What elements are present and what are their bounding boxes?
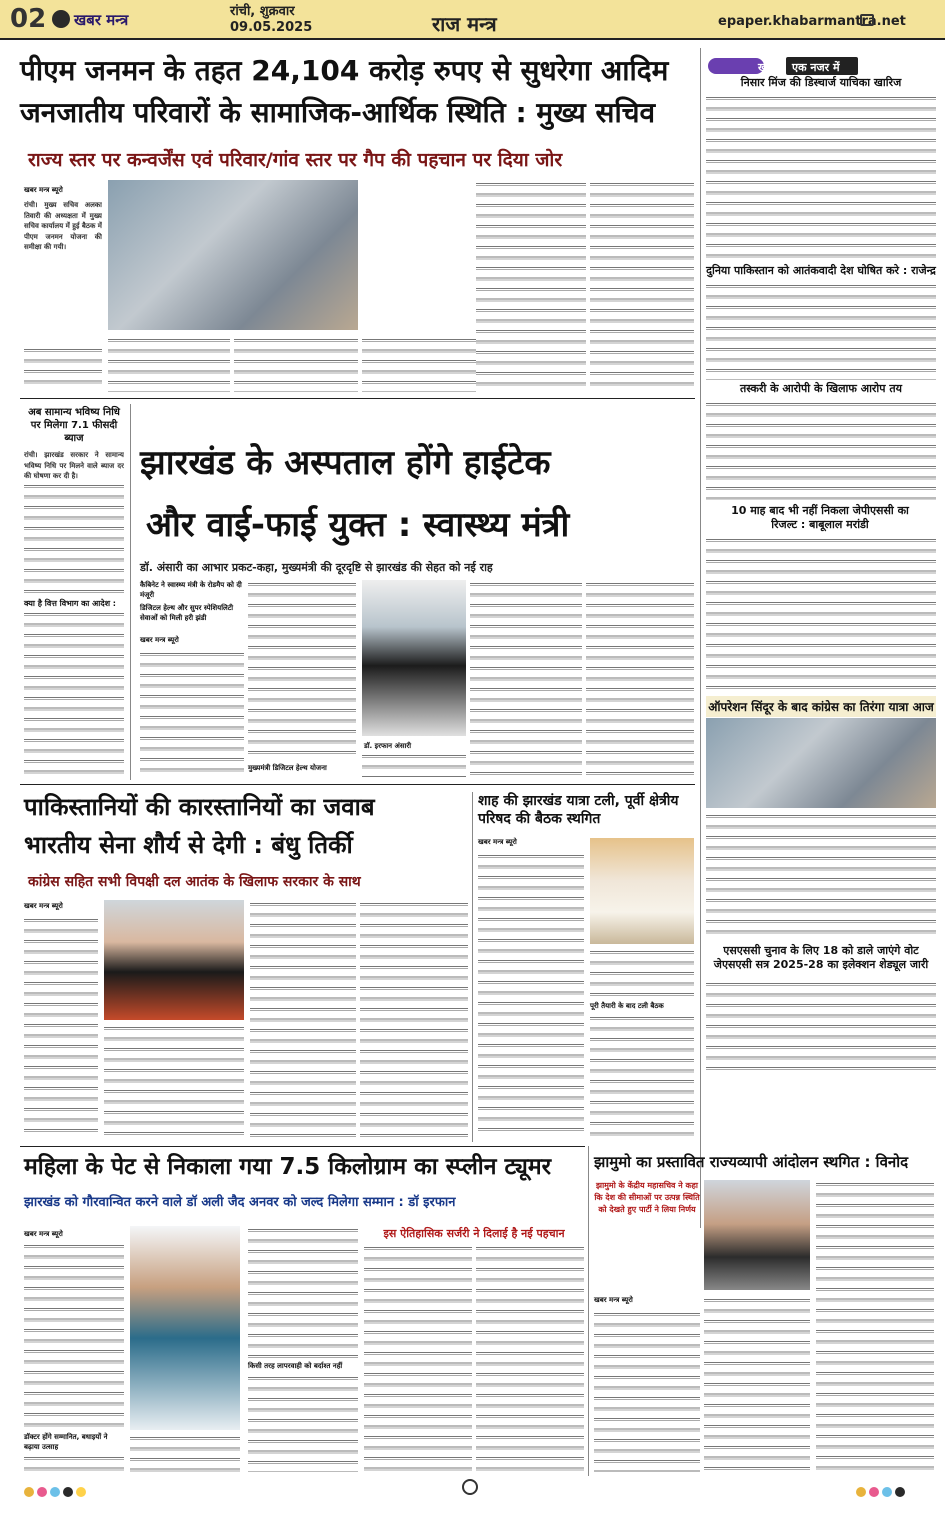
story3-col1 — [24, 916, 98, 1138]
story2-col2 — [248, 580, 356, 760]
website-link[interactable]: epaper.khabarmantra.net — [718, 14, 906, 29]
place-label: रांची, शुक्रवार — [230, 4, 295, 19]
shah-portrait — [590, 838, 694, 944]
story5-col4 — [364, 1244, 472, 1472]
sidebar-inner-label: क्या है वित्त विभाग का आदेश : — [24, 599, 116, 608]
story5-inner-label2: किसी तरह लापरवाही को बर्दाश्त नहीं — [248, 1362, 343, 1370]
brief-body-5 — [706, 812, 936, 940]
tag-pill — [708, 58, 764, 74]
footer-color-dots-right — [856, 1482, 908, 1501]
dateline — [230, 4, 312, 36]
rule-1 — [20, 398, 695, 399]
sidebar-title: अब सामान्य भविष्य निधि पर मिलेगा 7.1 फीसदी ब्याज — [28, 407, 120, 444]
story6-headline: झामुमो का प्रस्तावित राज्यव्यापी आंदोलन स्थगित : विनोद — [594, 1153, 909, 1171]
section-title: राज मन्त्र — [432, 12, 497, 36]
story5-col1b — [24, 1454, 124, 1472]
sidebar-body-1 — [24, 482, 124, 596]
story3-headline-line1: पाकिस्तानियों की कारस्तानियों का जवाब — [24, 793, 375, 821]
portrait-caption-name: डॉ. इरफान अंसारी — [364, 742, 412, 750]
brief-body-1 — [706, 94, 936, 260]
story6-col1 — [594, 1310, 700, 1472]
story5-inner-label1: डॉक्टर होंगे सम्मानित, बधाइयों ने बढ़ाया उत्साह — [24, 1433, 108, 1451]
story6-highlight: झामुमो के केंद्रीय महासचिव ने कहा कि देश की सीमाओं पर उत्पन्न स्थिति को देखते हुए पार्टी ने लिया निर्णय — [594, 1181, 700, 1214]
story1-col3 — [234, 336, 358, 392]
politician-portrait — [104, 900, 244, 1020]
brief-title-1: निसार मिंज की डिस्चार्ज याचिका खारिज — [740, 76, 902, 89]
brief-body-2 — [706, 282, 936, 380]
story2-box-label: मुख्यमंत्री डिजिटल हेल्थ योजना — [248, 764, 327, 772]
brief-body-4 — [706, 536, 936, 692]
dot-icon — [76, 1487, 86, 1497]
sidebar-divider — [130, 404, 131, 780]
registration-mark-icon — [462, 1479, 478, 1495]
dot-icon — [50, 1487, 60, 1497]
brand-name: खबर मन्त्र — [74, 11, 129, 29]
story4-headline: शाह की झारखंड यात्रा टली, पूर्वी क्षेत्रीय परिषद की बैठक स्थगित — [478, 793, 679, 827]
story5-col5 — [476, 1244, 584, 1472]
label-text: एक नजर में — [792, 61, 840, 74]
story5-inner-head: इस ऐतिहासिक सर्जरी ने दिलाई है नई पहचान — [383, 1227, 565, 1240]
meeting-photo — [108, 180, 358, 330]
story1-lead: रांची। मुख्य सचिव अलका तिवारी की अध्यक्षता में मुख्य सचिव कार्यालय में हुई बैठक में पीएम जनमन योजना की समीक्षा की गयी। — [24, 201, 102, 251]
story2-headline-line2: और वाई-फाई युक्त : स्वास्थ्य मंत्री — [146, 505, 570, 545]
brief-body-6 — [706, 980, 936, 1076]
story2-byline: खबर मन्त्र ब्यूरो — [140, 636, 179, 644]
page-number: 02 — [10, 4, 47, 34]
brief-title-4: 10 माह बाद भी नहीं निकला जेपीएससी का रिजल्ट : बाबूलाल मरांडी — [731, 504, 909, 531]
story2-subhead: डॉ. अंसारी का आभार प्रकट-कहा, मुख्यमंत्री की दूरदृष्टि से झारखंड की सेहत को नई राह — [140, 561, 493, 574]
story3-byline: खबर मन्त्र ब्यूरो — [24, 902, 63, 910]
story5-col2 — [248, 1226, 358, 1358]
sidebar-body-2 — [24, 610, 124, 780]
story5-byline: खबर मन्त्र ब्यूरो — [24, 1230, 63, 1238]
story4-col2 — [590, 948, 694, 1000]
brief-title-2: दुनिया पाकिस्तान को आतंकवादी देश घोषित करे : राजेन्द्र — [706, 264, 936, 277]
story5-headline: महिला के पेट से निकाला गया 7.5 किलोग्राम का स्प्लीन ट्यूमर — [24, 1154, 552, 1180]
story6-divider — [588, 1146, 589, 1476]
doctor-portrait — [130, 1226, 240, 1430]
bullet-1: कैबिनेट ने स्वास्थ्य मंत्री के रोडमैप को दी मंजूरी — [140, 581, 242, 599]
story6-col2 — [704, 1296, 810, 1472]
brief-title-3: तस्करी के आरोपी के खिलाफ आरोप तय — [739, 382, 903, 395]
story6-col3 — [816, 1180, 934, 1472]
cursor-icon — [860, 14, 874, 26]
story3-col4 — [360, 900, 468, 1138]
dot-icon — [856, 1487, 866, 1497]
congress-meeting-photo — [706, 718, 936, 808]
story4-inner-label: पूरी तैयारी के बाद टली बैठक — [590, 1002, 664, 1010]
story1-col6 — [590, 180, 694, 392]
dot-icon — [895, 1487, 905, 1497]
dot-icon — [24, 1487, 34, 1497]
story4-byline: खबर मन्त्र ब्यूरो — [478, 838, 517, 846]
portrait-caption-2 — [130, 1434, 240, 1472]
story2-col4 — [586, 580, 694, 776]
story6-byline: खबर मन्त्र ब्यूरो — [594, 1296, 633, 1304]
story1-col4 — [362, 336, 482, 392]
story4-col1 — [478, 852, 584, 1138]
story2-bullets — [140, 580, 244, 623]
story2-col1 — [140, 650, 244, 774]
story4-col3 — [590, 1014, 694, 1138]
brief-title-6: एसएससी चुनाव के लिए 18 को डाले जाएंगे वोट जेएसएसी सत्र 2025-28 का इलेक्शन शेड्यूल जारी — [713, 944, 929, 971]
story1-byline: खबर मन्त्र ब्यूरो — [24, 186, 63, 194]
story2-col3 — [470, 580, 582, 776]
story3-headline-line2: भारतीय सेना शौर्य से देगी : बंधु तिर्की — [24, 831, 353, 859]
tag-text: खबर — [758, 61, 778, 74]
story1-subhead: राज्य स्तर पर कन्वर्जेंस एवं परिवार/गांव स्तर पर गैप की पहचान पर दिया जोर — [28, 149, 563, 171]
story3-col3 — [250, 900, 356, 1138]
story5-col3 — [248, 1374, 358, 1472]
brief-title-5: ऑपरेशन सिंदूर के बाद कांग्रेस का तिरंगा यात्रा आज — [706, 696, 936, 717]
dot-icon — [37, 1487, 47, 1497]
rule-2 — [20, 784, 695, 785]
story2-headline-line1: झारखंड के अस्पताल होंगे हाईटेक — [140, 443, 551, 483]
story1-headline-line1: पीएम जनमन के तहत 24,104 करोड़ रुपए से सुधरेगा आदिम — [20, 54, 669, 87]
rule-3 — [20, 1146, 585, 1147]
story1-headline-line2: जनजातीय परिवारों के सामाजिक-आर्थिक स्थिति : मुख्य सचिव — [20, 96, 656, 129]
story3-col2 — [104, 1024, 244, 1138]
column-divider — [700, 48, 701, 1228]
brand-logo-icon — [52, 10, 70, 28]
footer-color-dots-left — [24, 1482, 89, 1501]
dot-icon — [63, 1487, 73, 1497]
date-label: 09.05.2025 — [230, 20, 313, 35]
dot-icon — [869, 1487, 879, 1497]
story5-subhead: झारखंड को गौरवान्वित करने वाले डॉ अली जैद अनवर को जल्द मिलेगा सम्मान : डॉ इरफान — [24, 1195, 456, 1210]
story3-subhead: कांग्रेस सहित सभी विपक्षी दल आतंक के खिलाफ सरकार के साथ — [28, 874, 361, 890]
dot-icon — [882, 1487, 892, 1497]
sidebar-lead: रांची। झारखंड सरकार ने सामान्य भविष्य निधि पर मिलने वाले ब्याज दर की घोषणा कर दी है। — [24, 451, 124, 480]
portrait-caption — [362, 752, 466, 778]
story1-col2 — [108, 336, 230, 392]
minister-portrait — [362, 580, 466, 736]
bullet-2: डिजिटल हेल्थ और सुपर स्पेशियलिटी सेवाओं को मिली हरी झंडी — [140, 604, 234, 622]
story1-col1 — [24, 346, 102, 390]
brief-body-3 — [706, 400, 936, 500]
story5-col1 — [24, 1242, 124, 1428]
story1-col5 — [476, 180, 586, 392]
vinod-portrait — [704, 1180, 810, 1290]
story4-divider — [472, 792, 473, 1142]
